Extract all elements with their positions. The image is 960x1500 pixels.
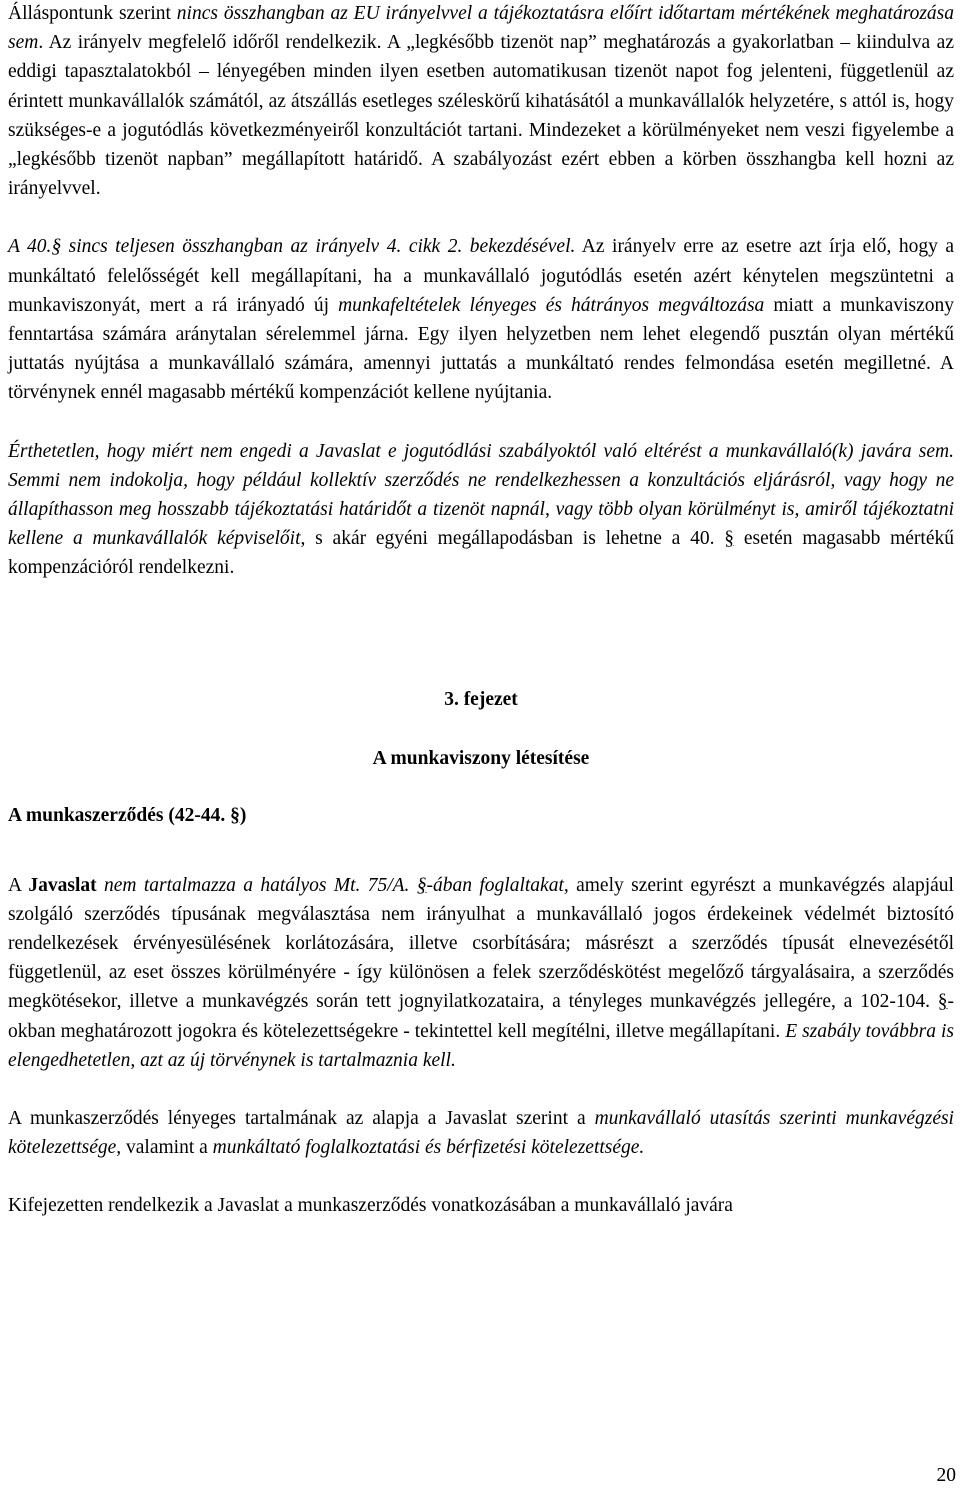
text-run: amely szerint egyrészt a munkavégzés alapjául szolgáló szerződés típusának megválasztása nem irányulhat a munkavállaló jogos érdekeinek védelmét biztosító rendelkezések érvényesülésének korlátozására, illetve csorbítására; másrészt a szerződés típusát elnevezésétől függetlenül, az eset összes körülményére - így különösen a felek szerződéskötést megelőző tárgyalásaira, a szerződés megkötésekor, illetve a munkavégzés során tett jognyilatkozataira, a tényleges munkavégzés jellegére, a 102-104.	[8, 874, 954, 1013]
text-run: A munkaszerződés (42-44.	[8, 804, 231, 826]
text-run: -okban meghatározott jogokra és kötelezettségekre - tekintettel kell megítélni, illetve megállapítani.	[8, 991, 954, 1042]
text-run: valamint a	[121, 1137, 213, 1159]
chapter-title: A munkaviszony létesítése	[372, 747, 590, 769]
page-number: 20	[936, 1465, 956, 1486]
italic-text-run: munkafeltételek lényeges és hátrányos megváltozása	[338, 294, 765, 316]
italic-text-run: nincs összhangban az EU irányelvvel a tájékoztatásra előírt időtartam mértékének meghatározása sem	[8, 3, 954, 54]
italic-text-run: E szabály továbbra is elengedhetetlen, azt az új törvénynek is tartalmaznia kell.	[8, 1020, 954, 1071]
text-run	[97, 875, 104, 896]
section-sign: §	[416, 874, 427, 896]
text-run: Az irányelv erre az esetre azt írja elő, hogy a munkáltató felelősségét kell megállapítani, ha a munkavállaló jogutódlás esetén azért kénytelen megszüntetni a munkaviszonyát, mert a rá irányadó új	[8, 236, 954, 316]
document-page	[8, 0, 954, 1221]
section-sign: §	[230, 804, 240, 826]
text-run: )	[239, 804, 247, 826]
italic-text-run: sincs teljesen összhangban az irányelv 4. cikk 2. bekezdésével.	[61, 236, 576, 258]
text-run: A munkaszerződés lényeges tartalmának az alapja a Javaslat szerint a	[8, 1108, 595, 1130]
paragraph-section-40	[8, 232, 954, 407]
section-sign: §	[724, 528, 735, 550]
section-sign: §	[937, 991, 948, 1013]
text-run: Álláspontunk szerint	[8, 3, 177, 24]
paragraph-contract-type	[8, 871, 954, 1075]
text-run: esetén magasabb mértékű kompenzációról rendelkezni.	[8, 528, 954, 579]
chapter-heading-block	[8, 659, 954, 849]
italic-text-run: munkáltató foglalkoztatási és bérfizetési kötelezettsége.	[212, 1137, 645, 1159]
text-run: Kifejezetten rendelkezik a Javaslat a munkaszerződés vonatkozásában a munkavállaló javára	[8, 1195, 733, 1217]
paragraph-explicit-provision	[8, 1191, 954, 1220]
paragraph-deviation-rules	[8, 437, 954, 583]
section-sign: §	[51, 236, 62, 258]
italic-text-run: munkavállaló utasítás szerinti munkavégzési kötelezettsége,	[8, 1108, 954, 1159]
paragraph-eu-directive-timing	[8, 0, 954, 203]
text-run: miatt a munkaviszony fenntartása számára aránytalan sérelemmel járna. Egy ilyen helyzetben nem lehet elegendő pusztán olyan mértékű juttatás nyújtása a munkavállaló számára, amennyi juttatás a munkáltató rendes felmondása esetén megilletné. A törvénynek ennél magasabb mértékű kompenzációt kellene nyújtania.	[8, 294, 955, 404]
text-run: , s akár egyéni megállapodásban is lehetne a 40.	[300, 528, 725, 550]
text-run: A	[8, 874, 29, 896]
chapter-number: 3. fejezet	[444, 688, 518, 710]
paragraph-contract-content	[8, 1104, 954, 1162]
italic-text-run: -ában foglaltakat,	[426, 874, 569, 896]
italic-text-run: A 40.	[8, 236, 52, 258]
section-title	[8, 801, 246, 830]
bold-text-run: Javaslat	[28, 874, 97, 896]
italic-text-run: nem tartalmazza a hatályos Mt. 75/A.	[103, 874, 417, 896]
text-run: . Az irányelv megfelelő időről rendelkezik. A „legkésőbb tizenöt nap” meghatározás a gyakorlatban – kiindulva az eddigi tapasztalatokból – lényegében minden ilyen esetben automatikusan tizenöt napot fog jelenteni, függetlenül az érintett munkavállalók számától, az átszállás esetleges széleskörű kihatásától a munkavállalók helyzetére, s attól is, hogy szükséges-e a jogutódlás következményeiről konzultációt tartani. Mindezeket a körülményeket nem veszi figyelembe a „legkésőbb tizenöt napban” megállapított határidő. A szabályozást ezért ebben a körben összhangba kell hozni az irányelvvel.	[8, 32, 954, 200]
italic-text-run: Érthetetlen, hogy miért nem engedi a Javaslat e jogutódlási szabályoktól való eltérést a munkavállaló(k) javára sem. Semmi nem indokolja, hogy például kollektív szerződés ne rendelkezhessen a konzultációs eljárásról, vagy hogy ne állapíthasson meg hosszabb tájékoztatási határidőt a tizenöt napnál, vagy több olyan körülményt is, amiről tájékoztatni kellene a munkavállalók képviselőit	[8, 440, 954, 550]
